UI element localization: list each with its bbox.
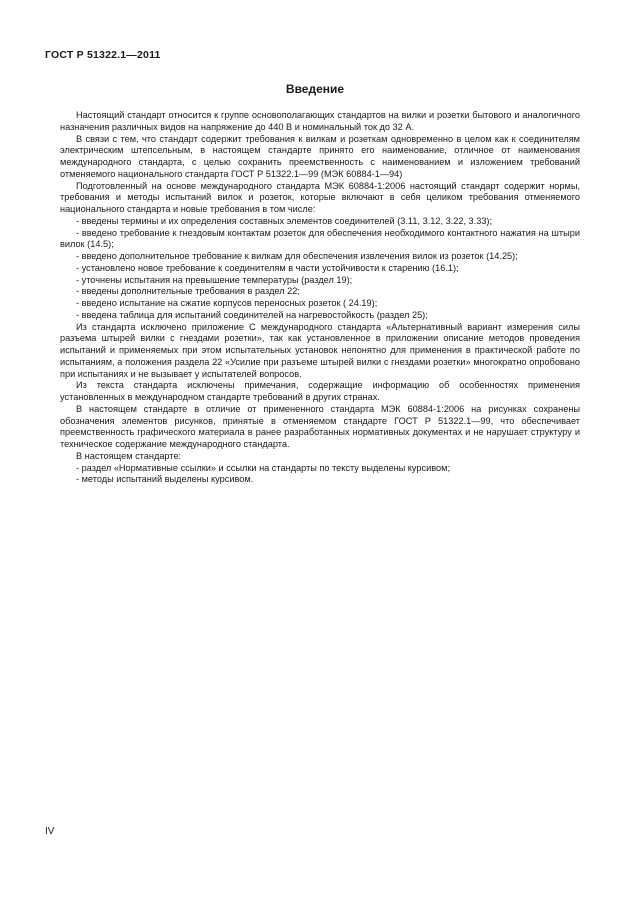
paragraph-basis: Подготовленный на основе международного стандарта МЭК 60884-1:2006 настоящий стандарт содержит нормы, требования и методы испытаний вилок и розеток, которые включают в себя целиком требования отменяемого национального стандарта и новые требования в том числе: [60,180,580,214]
paragraph-naming: В связи с тем, что стандарт содержит требования к вилкам и розеткам одновременно в целом как к соединителям электрическим штепсельным, в настоящем стандарте принято его наименование, отличное от наименования международного стандарта, с целью сохранить преемственность с наименованием и изложением требований отменяемого национального стандарта ГОСТ Р 51322.1—99 (МЭК 60884-1—94) [60,133,580,179]
paragraph-scope: Настоящий стандарт относится к группе основополагающих стандартов на вилки и розетки бытового и аналогичного назначения различных видов на напряжение до 440 В и номинальный ток до 32 А. [60,110,580,132]
document-code-header: ГОСТ Р 51322.1—2011 [45,49,161,61]
page-number: IV [45,826,55,837]
paragraph-conventions: В настоящем стандарте: [76,450,182,461]
list-item: - установлено новое требование к соединителям в части устойчивости к старению (16.1); [76,262,459,273]
paragraph-figures: В настоящем стандарте в отличие от примененного стандарта МЭК 60884-1:2006 на рисунках сохранены обозначения элементов рисунков, принятые в отменяемом стандарте ГОСТ Р 51322.1—99, что обеспечивает преемственность графического материала в ранее разработанных нормативных документах и не нарушает структуру и техническое содержание международного стандарта. [60,403,580,449]
section-title: Введение [285,82,345,96]
list-item: - введена таблица для испытаний соединителей на нагревостойкость (раздел 25); [76,309,428,320]
list-item: - методы испытаний выделены курсивом. [76,474,254,485]
paragraph-notes: Из текста стандарта исключены примечания, содержащие информацию об особенностях применения установленных в международном стандарте требований в других странах. [60,380,580,402]
body-text [60,110,580,486]
list-item: - раздел «Нормативные ссылки» и ссылки на стандарты по тексту выделены курсивом; [76,462,451,473]
list-item: - введены термины и их определения составных элементов соединителей (3.11, 3.12, 3.22, 3.33); [76,215,493,226]
list-item: - введено дополнительное требование к вилкам для обеспечения извлечения вилок из розеток (14.25); [76,251,518,261]
paragraph-annex-c: Из стандарта исключено приложение С международного стандарта «Альтернативный вариант измерения силы разъема штырей вилки с гнездами розетки», так как установленное в приложении описание методов проведения испытаний и применяемых при этом испытательных установок непонятно для применения в практической работе по испытаниям, а положения раздела 22 «Усилие при разъеме штырей вилки с гнездами розетки» многократно опробовано при испытаниях и не вызывает у испытателей вопросов. [60,321,580,379]
list-item: - введены дополнительные требования в раздел 22; [76,286,300,297]
list-item: - введено испытание на сжатие корпусов переносных розеток ( 24.19); [76,298,378,308]
list-item: - уточнены испытания на превышение температуры (раздел 19); [76,274,353,285]
list-item: - введено требование к гнездовым контактам розеток для обеспечения необходимого контактного нажатия на штыри вилок (14.5); [60,227,580,250]
